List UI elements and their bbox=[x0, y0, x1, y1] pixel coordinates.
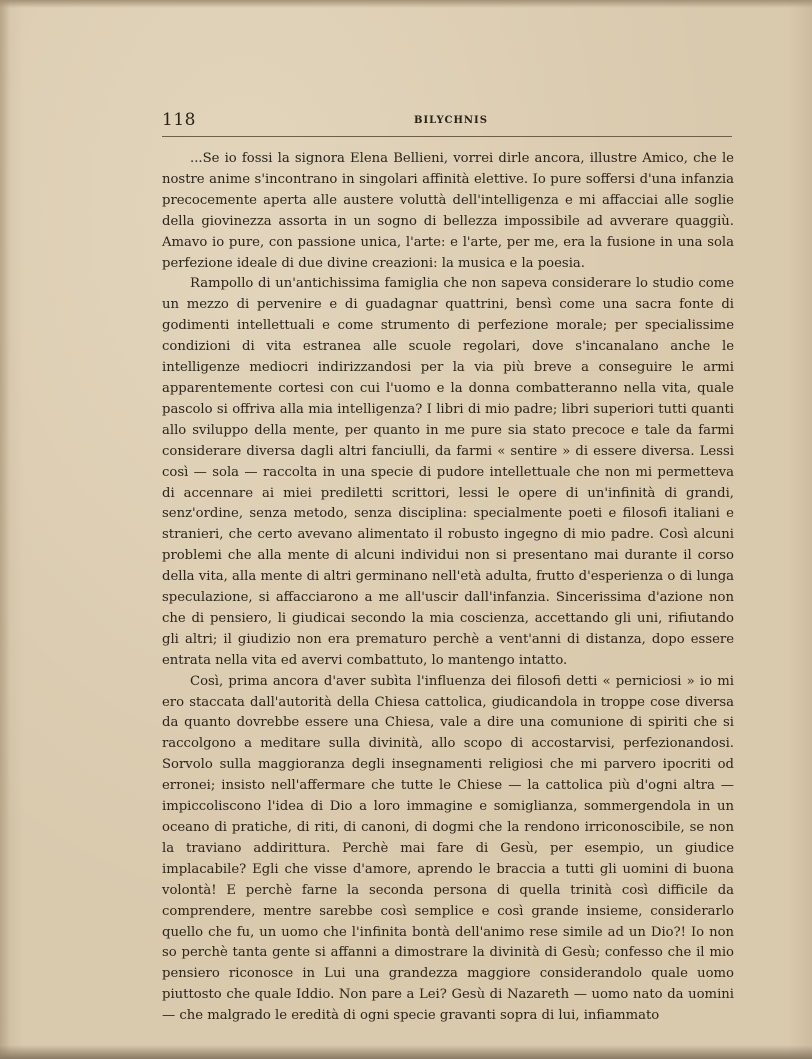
paragraph-2: Rampollo di un'antichissima famiglia che non sapeva considerare lo studio come un mezzo di pervenire e di guadagnar quattrini, bensì come una sacra fonte di godimenti intellettuali e come strumento di perfezione morale; per specialissime condizioni di vita estranea alle scuole regolari, dove s'incanalano anche le intelligenze mediocri indirizzandosi per la via più breve a conseguire le armi apparentemente cortesi con cui l'uomo e la donna combatteranno nella vita, quale pascolo si offriva alla mia intelligenza? I libri di mio padre; libri superiori tutti quanti allo sviluppo della mente, per quanto in me pure sia stato precoce e tale da farmi considerare diversa dagli altri fanciulli, da farmi « sentire » di essere diversa. Lessi così — sola — raccolta in una specie di pudore intellettuale che non mi permetteva di accennare ai miei prediletti scrittori, lessi le opere di un'infinità di grandi, senz'ordine, senza metodo, senza disciplina: specialmente poeti e filosofi italiani e stranieri, che certo avevano alimentato il robusto ingegno di mio padre. Così alcuni problemi che alla mente di alcuni individui non si presentano mai durante il corso della vita, alla mente di altri germinano nell'età adulta, frutto d'esperienza o di lunga speculazione, si affacciarono a me all'uscir dall'infanzia. Sincerissima d'azione non che di pensiero, li giudicai secondo la mia coscienza, accettando gli uni, rifiutando gli altri; il giudizio non era prematuro perchè a vent'anni di distanza, dopo essere entrata nella vita ed avervi combattuto, lo mantengo intatto. bbox=[162, 276, 734, 668]
page-edge-bottom bbox=[0, 1045, 812, 1059]
page-header bbox=[162, 110, 732, 137]
page-edge-top bbox=[0, 0, 812, 8]
paragraph-1: ...Se io fossi la signora Elena Bellieni, vorrei dirle ancora, illustre Amico, che le nostre anime s'incontrano in singolari affinità elettive. Io pure soffersi d'una infanzia precocemente aperta alle austere voluttà dell'intelligenza e mi affacciai alle soglie della giovinezza assorta in un sogno di bellezza impossibile ad avverare quaggiù. Amavo io pure, con passione unica, l'arte: e l'arte, per me, era la fusione in una sola perfezione ideale di due divine creazioni: la musica e la poesia. bbox=[162, 151, 734, 271]
running-title: BILYCHNIS bbox=[414, 115, 488, 126]
page-number: 118 bbox=[162, 110, 196, 130]
page-edge-left bbox=[0, 0, 10, 1059]
body-text bbox=[162, 149, 734, 1027]
paragraph-3: Così, prima ancora d'aver subìta l'influenza dei filosofi detti « perniciosi » io mi ero staccata dall'autorità della Chiesa cattolica, giudicandola in troppe cose diversa da quanto dovrebbe essere una Chiesa, vale a dire una comunione di spiriti che si raccolgono a meditare sulla divinità, allo scopo di accostarvisi, perfezionandosi. Sorvolo sulla maggioranza degli insegnamenti religiosi che mi parvero ipocriti od erronei; insisto nell'affermare che tutte le Chiese — la cattolica più d'ogni altra — impiccoliscono l'idea di Dio a loro immagine e somiglianza, sommergendola in un oceano di pratiche, di riti, di canoni, di dogmi che la rendono irriconoscibile, se non la traviano addirittura. Perchè mai fare di Gesù, per esempio, un giudice implacabile? Egli che visse d'amore, aprendo le braccia a tutti gli uomini di buona volontà! E perchè farne la seconda persona di quella trinità così difficile da comprendere, mentre sarebbe così semplice e così grande insieme, considerarlo quello che fu, un uomo che l'infinita bontà dell'animo rese simile ad un Dio?! Io non so perchè tanta gente si affanni a dimostrare la divinità di Gesù; confesso che il mio pensiero riconosce in Lui una grandezza maggiore considerandolo quale uomo piuttosto che quale Iddio. Non pare a Lei? Gesù di Nazareth — uomo nato da uomini — che malgrado le eredità di ogni specie gravanti sopra di lui, infiammato bbox=[162, 673, 734, 1024]
